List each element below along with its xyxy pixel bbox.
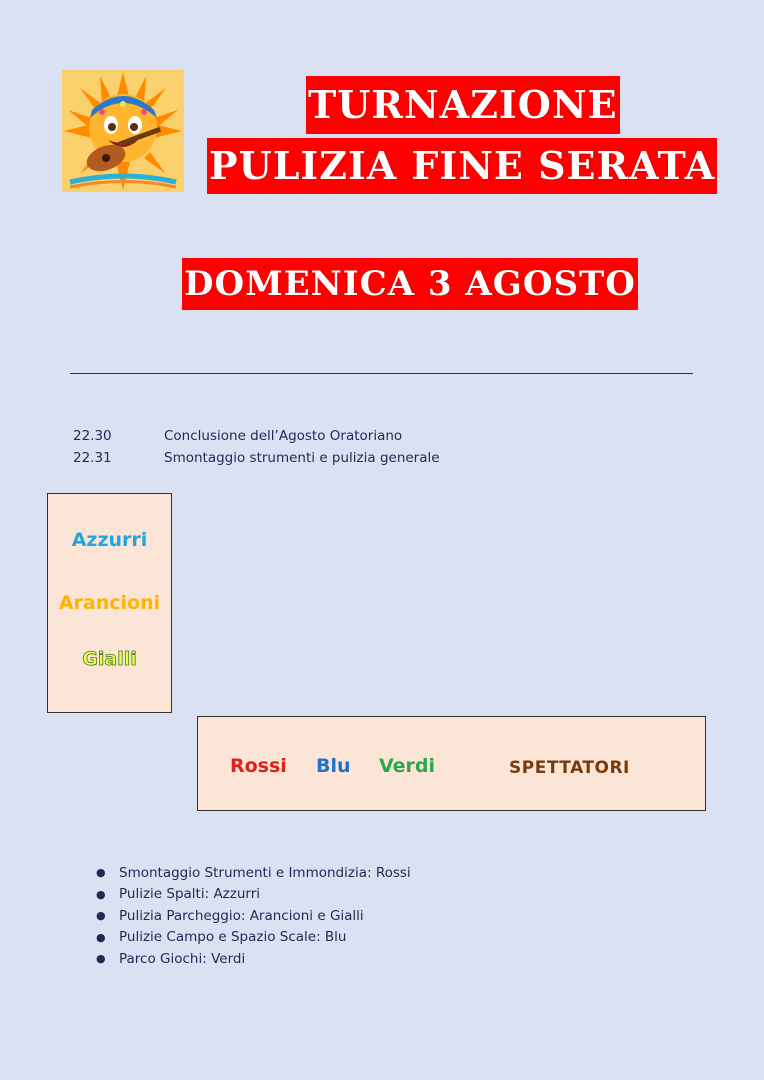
duty-text: Parco Giochi: Verdi — [119, 950, 246, 967]
date-heading: DOMENICA 3 AGOSTO — [182, 258, 638, 310]
horizontal-divider — [70, 373, 693, 374]
list-item — [96, 948, 411, 970]
list-item — [96, 905, 411, 927]
team-verdi: Verdi — [379, 755, 436, 777]
list-item — [96, 927, 411, 949]
schedule-row — [73, 447, 440, 469]
schedule-activity: Conclusione dell’Agosto Oratoriano — [164, 428, 403, 444]
bullet-icon: ● — [96, 930, 106, 944]
list-item — [96, 884, 411, 906]
team-arancioni: Arancioni — [58, 592, 161, 614]
list-item — [96, 862, 411, 884]
schedule-activity: Smontaggio strumenti e pulizia generale — [164, 450, 440, 466]
bullet-icon: ● — [96, 952, 106, 966]
duty-text: Pulizie Campo e Spazio Scale: Blu — [119, 929, 347, 946]
title-line-2: PULIZIA FINE SERATA — [207, 138, 717, 194]
duty-text: Smontaggio Strumenti e Immondizia: Rossi — [119, 864, 411, 881]
team-blu: Blu — [316, 755, 351, 777]
left-teams-box — [47, 493, 172, 713]
bottom-teams-box — [197, 716, 706, 811]
bullet-icon: ● — [96, 866, 106, 880]
bullet-icon: ● — [96, 909, 106, 923]
team-rossi: Rossi — [230, 755, 287, 777]
schedule-row — [73, 425, 440, 447]
duties-list — [96, 862, 411, 970]
team-gialli: Gialli — [82, 648, 137, 670]
team-azzurri: Azzurri — [71, 529, 148, 551]
sun-with-guitar-icon — [62, 70, 184, 192]
schedule — [73, 425, 440, 469]
schedule-time: 22.31 — [73, 450, 112, 466]
bullet-icon: ● — [96, 887, 106, 901]
schedule-time: 22.30 — [73, 428, 112, 444]
duty-text: Pulizie Spalti: Azzurri — [119, 886, 261, 903]
duty-text: Pulizia Parcheggio: Arancioni e Gialli — [119, 907, 364, 924]
title-line-1: TURNAZIONE — [306, 76, 620, 134]
spectators-label: SPETTATORI — [509, 758, 630, 778]
